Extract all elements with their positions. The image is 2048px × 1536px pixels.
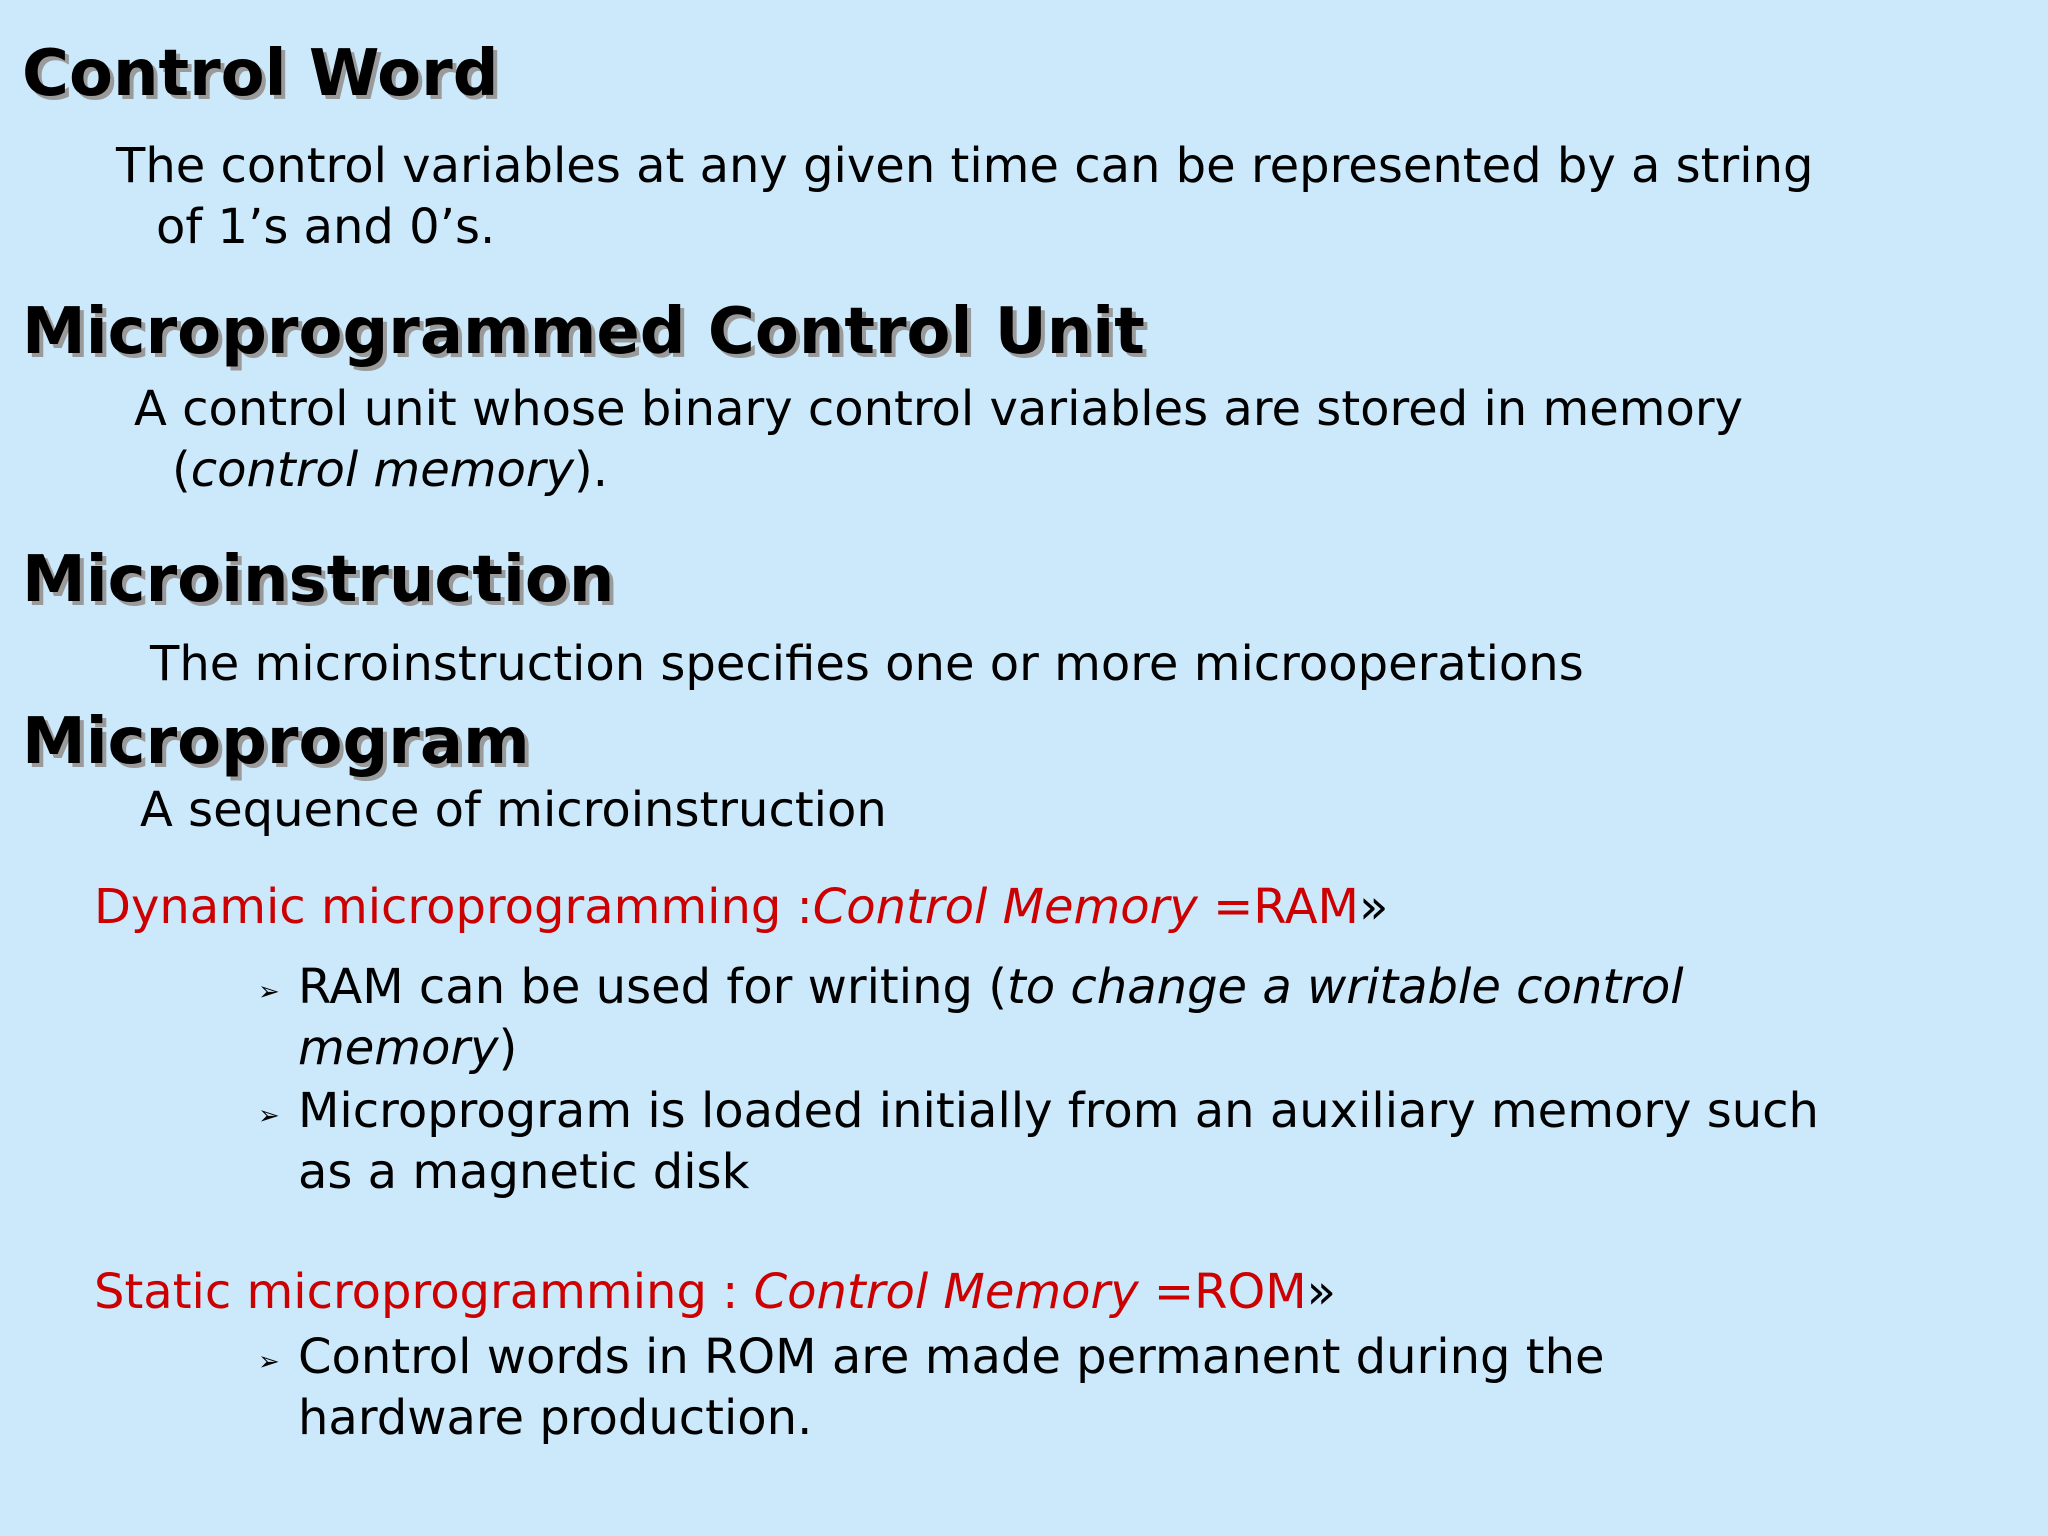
bullet-arrow-icon: ➢ bbox=[258, 1347, 280, 1377]
mcu-text-line1: A control unit whose binary control variables are stored in memory bbox=[134, 381, 1744, 437]
dynamic-bullet-2-line2: as a magnetic disk bbox=[298, 1144, 750, 1200]
dynamic-control-memory-term: Control Memory bbox=[812, 879, 1198, 935]
dynamic-eq-ram: =RAM bbox=[1197, 879, 1359, 935]
dynamic-chevron: » bbox=[1358, 879, 1389, 935]
dynamic-microprogramming-line bbox=[94, 877, 1388, 938]
mcu-open-paren: ( bbox=[172, 442, 191, 498]
dynamic-bullet-1-memory-term: memory bbox=[298, 1020, 499, 1076]
heading-microinstruction: Microinstruction bbox=[22, 543, 615, 617]
dynamic-bullet-1-line1 bbox=[298, 957, 1684, 1018]
microinstruction-text: The microinstruction specifies one or more microoperations bbox=[150, 636, 1584, 692]
heading-microprogrammed-control-unit: Microprogrammed Control Unit bbox=[22, 295, 1145, 369]
control-word-text-line2: of 1’s and 0’s. bbox=[156, 199, 496, 255]
heading-control-word: Control Word bbox=[22, 37, 499, 111]
mcu-text-line2 bbox=[172, 440, 608, 501]
bullet-arrow-icon: ➢ bbox=[258, 1101, 280, 1131]
heading-microprogram: Microprogram bbox=[22, 705, 530, 779]
dynamic-bullet-1-plain: RAM can be used for writing ( bbox=[298, 959, 1007, 1015]
static-control-memory-term: Control Memory bbox=[753, 1264, 1139, 1320]
static-bullet-1-line2: hardware production. bbox=[298, 1390, 813, 1446]
control-word-text-line1: The control variables at any given time can be represented by a string bbox=[116, 138, 1814, 194]
static-label: Static microprogramming : bbox=[94, 1264, 754, 1320]
dynamic-bullet-1-line2 bbox=[298, 1018, 517, 1079]
dynamic-bullet-2-line1: Microprogram is loaded initially from an auxiliary memory such bbox=[298, 1083, 1819, 1139]
microprogram-text: A sequence of microinstruction bbox=[140, 782, 887, 838]
bullet-arrow-icon: ➢ bbox=[258, 977, 280, 1007]
static-eq-rom: =ROM bbox=[1138, 1264, 1307, 1320]
mcu-control-memory-term: control memory bbox=[190, 442, 574, 498]
dynamic-label: Dynamic microprogramming : bbox=[94, 879, 813, 935]
static-chevron: » bbox=[1306, 1264, 1337, 1320]
mcu-close-paren: ). bbox=[573, 442, 608, 498]
static-microprogramming-line bbox=[94, 1262, 1336, 1323]
dynamic-bullet-1-close-paren: ) bbox=[498, 1020, 518, 1076]
dynamic-bullet-1-italic: to change a writable control bbox=[1006, 959, 1684, 1015]
static-bullet-1-line1: Control words in ROM are made permanent during the bbox=[298, 1329, 1605, 1385]
